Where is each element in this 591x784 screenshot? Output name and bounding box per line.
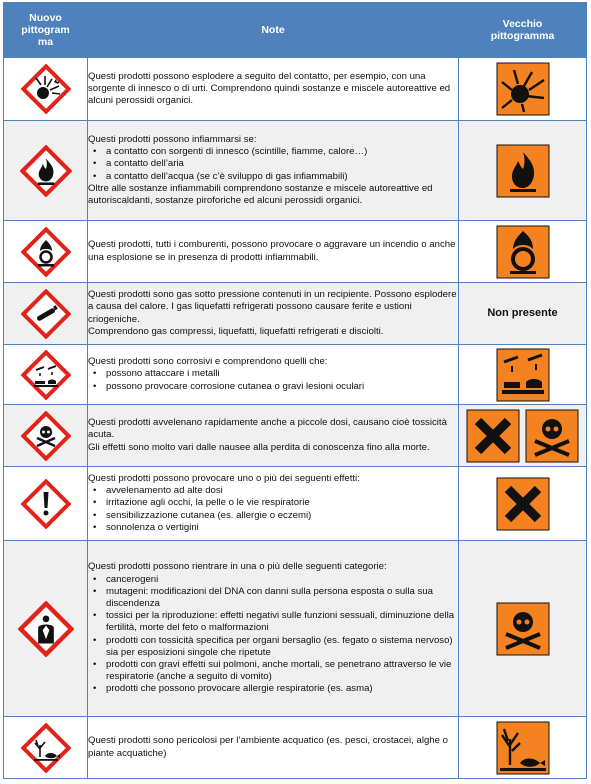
flame-icon: [20, 145, 72, 197]
row-note-extra: Oltre alle sostanze infiammabili comprendono sostanze e miscele autoreattive ed autoriscaldanti, sostanze piroforiche ed alcuni perossidi organici.: [88, 182, 433, 206]
list-item: • prodotti con gravi effetti sui polmoni, anche mortali, se penetrano attraverso le vie respiratorie (anche a seguito di vomito): [106, 659, 458, 683]
row-note: Questi prodotti possono esplodere a seguito del contatto, per esempio, con una sorgente di innesco o di urti. Comprendono quindi sostanze e miscele autoreattive ed alcuni perossidi organici.: [88, 70, 451, 107]
row-note: Questi prodotti avvelenano rapidamente anche a piccole dosi, causano cioè tossicità acuta.: [88, 417, 447, 441]
skull-orange-icon: [525, 409, 579, 463]
flame-over-circle-orange-icon: [496, 225, 550, 279]
header-notes: Note: [88, 3, 459, 58]
list-item: • a contatto con sorgenti di innesco (scintille, fiamme, calore…): [106, 146, 458, 158]
flame-over-circle-icon: [21, 227, 71, 277]
table-row: [4, 467, 587, 541]
corrosion-orange-icon: [496, 348, 550, 402]
row-note: Questi prodotti sono gas sotto pressione contenuti in un recipiente. Possono esplodere a causa del calore. I gas liquefatti refrigerati possono causare ferite e ustioni criogeniche.: [88, 289, 457, 325]
row-bullets: [88, 574, 458, 696]
list-item: • sonnolenza o vertigini: [106, 522, 458, 534]
skull-crossbones-icon: [21, 411, 71, 461]
list-item: • avvelenamento ad alte dosi: [106, 485, 458, 497]
cross-orange-icon: [466, 409, 520, 463]
table-row: [4, 541, 587, 717]
list-item: • prodotti con tossicità specifica per organi bersaglio (es. fegato o sistema nervoso) sia per esposizioni singole che ripetute: [106, 635, 458, 659]
table-row: [4, 717, 587, 779]
environment-orange-icon: [496, 721, 550, 775]
row-note: Questi prodotti, tutti i comburenti, possono provocare o aggravare un incendio o anche una esplosione se in presenza di prodotti infiammabili.: [88, 239, 456, 263]
flame-orange-icon: [496, 144, 550, 198]
list-item: • prodotti che possono provocare allergie respiratorie (es. asma): [106, 683, 458, 695]
table-header-row: [4, 3, 587, 58]
table-row: [4, 345, 587, 405]
list-item: • mutageni: modificazioni del DNA con danni sulla persona esposta o sulla sua discendenza: [106, 586, 458, 610]
row-note: Questi prodotti sono corrosivi e comprendono quelli che:: [88, 356, 328, 368]
list-item: • possono attaccare i metalli: [106, 368, 458, 380]
hazard-pictogram-table: [3, 2, 587, 779]
list-item: • tossici per la riproduzione: effetti negativi sulle funzioni sessuali, diminuzione della fertilità, morte del feto o malformazioni: [106, 610, 458, 634]
list-item: • cancerogeni: [106, 574, 458, 586]
row-note: Questi prodotti possono rientrare in una o più delle seguenti categorie:: [88, 561, 387, 573]
row-note-extra: Gli effetti sono molto vari dalle nausee alla perdita di conoscenza fino alla morte.: [88, 441, 430, 453]
gas-cylinder-icon: [21, 289, 71, 339]
table-row: [4, 58, 587, 121]
table-row: [4, 221, 587, 283]
row-note: Questi prodotti possono infiammarsi se:: [88, 133, 257, 145]
list-item: • possono provocare corrosione cutanea o gravi lesioni oculari: [106, 381, 458, 393]
not-present-label: Non presente: [487, 306, 558, 319]
row-bullets: [88, 485, 458, 534]
table-row: [4, 405, 587, 467]
table-row: [4, 283, 587, 345]
corrosion-icon: [21, 350, 71, 400]
row-note: Questi prodotti possono provocare uno o più dei seguenti effetti:: [88, 472, 360, 484]
explosion-orange-icon: [496, 62, 550, 116]
skull-orange-icon: [496, 602, 550, 656]
exploding-bomb-icon: [21, 64, 71, 114]
list-item: • irritazione agli occhi, la pelle o le vie respiratorie: [106, 497, 458, 509]
list-item: • sensibilizzazione cutanea (es. allergie o eczemi): [106, 510, 458, 522]
environment-icon: [21, 723, 71, 773]
header-new-pictogram: Nuovo pittogram ma: [4, 3, 88, 58]
exclamation-mark-icon: [21, 479, 71, 529]
table-row: [4, 121, 587, 221]
row-note: Questi prodotti sono pericolosi per l’ambiente acquatico (es. pesci, crostacei, alghe o piante acquatiche): [88, 735, 448, 759]
health-hazard-icon: [18, 601, 74, 657]
row-bullets: [88, 368, 458, 392]
list-item: • a contatto dell’acqua (se c’è sviluppo di gas infiammabili): [106, 171, 458, 183]
row-bullets: [88, 146, 458, 183]
cross-orange-icon: [496, 477, 550, 531]
header-old-pictogram: Vecchio pittogramma: [459, 3, 587, 58]
row-note-extra: Comprendono gas compressi, liquefatti, liquefatti refrigerati e disciolti.: [88, 325, 384, 337]
list-item: • a contatto dell’aria: [106, 158, 458, 170]
